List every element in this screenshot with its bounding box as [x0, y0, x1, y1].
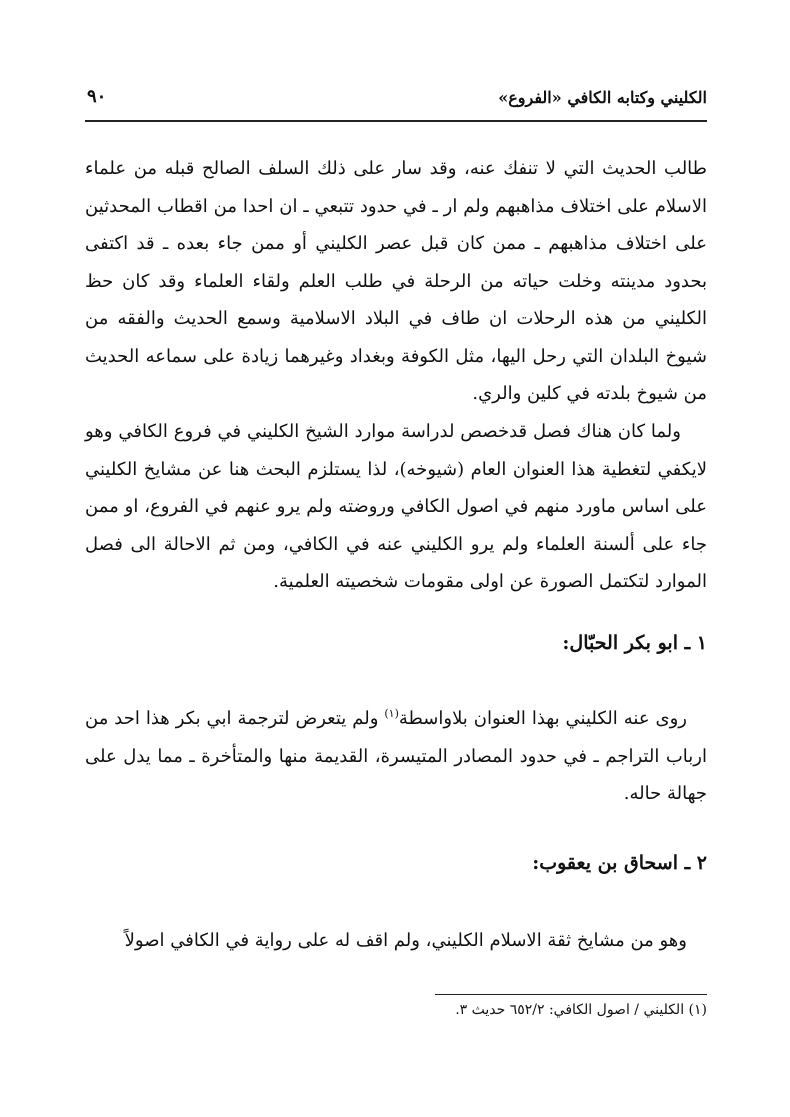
section-heading-2: ٢ ـ اسحاق بن يعقوب: — [532, 852, 707, 874]
paragraph-3-text-b: ولم يتعرض لترجمة ابي بكر هذا احد من ارباب التراجم ـ في حدود المصادر المتيسرة، القديمة منها والمتأخرة ـ مما يدل على جهالة حاله. — [85, 708, 707, 804]
footnote-divider — [435, 994, 707, 995]
footnote-marker: (١) — [384, 707, 399, 720]
running-title: الكليني وكتابه الكافي «الفروع» — [498, 88, 707, 107]
paragraph-2: ولما كان هناك فصل قدخصص لدراسة موارد الشيخ الكليني في فروع الكافي وهو لايكفي لتغطية هذا العنوان العام (شيوخه)، لذا يستلزم البحث هنا عن مشايخ الكليني على اساس ماورد منهم في اصول الكافي وروضته ولم يرو عنهم في الفروع، او ممن جاء على ألسنة العلماء ولم يرو الكليني عنه في الكافي، ومن ثم الاحالة الى فصل الموارد لتكتمل الصورة عن اولى مقومات شخصيته العلمية. — [85, 421, 707, 592]
paragraph-3-text-a: روى عنه الكليني بهذا العنوان بلاواسطة — [398, 708, 687, 729]
footnote: (١) الكليني / اصول الكافي: ٦٥٢/٢ حديث ٣. — [455, 1002, 707, 1018]
page-header — [85, 86, 707, 122]
paragraph-3 — [85, 700, 707, 813]
section-heading-1: ١ ـ ابو بكر الحبّال: — [562, 632, 707, 654]
paragraph-1: طالب الحديث التي لا تنفك عنه، وقد سار على ذلك السلف الصالح قبله من علماء الاسلام على اختلاف مذاهبهم ولم ار ـ في حدود تتبعي ـ ان احدا من اقطاب المحدثين على اختلاف مذاهبهم ـ ممن كان قبل عصر الكليني أو ممن جاء بعده ـ قد اكتفى بحدود مدينته وخلت حياته من الرحلة في طلب العلم ولقاء العلماء وقد كان حظ الكليني من هذه الرحلات ان طاف في البلاد الاسلامية وسمع الحديث والفقه من شيوخ البلدان التي رحل اليها، مثل الكوفة وبغداد وغيرهما زيادة على سماعه الحديث من شيوخ بلدته في كلين والري. — [85, 158, 707, 404]
paragraph-4: وهو من مشايخ ثقة الاسلام الكليني، ولم اقف له على رواية في الكافي اصولاً — [124, 930, 687, 951]
page-number: ٩٠ — [87, 86, 107, 107]
